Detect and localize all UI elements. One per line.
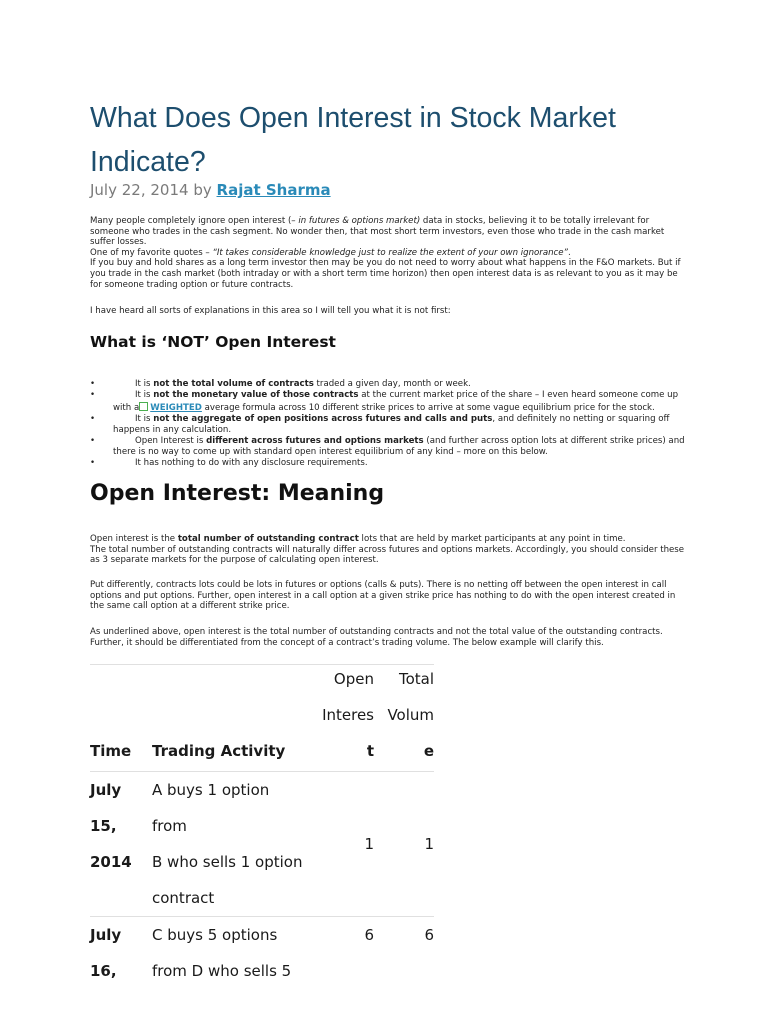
row2-open-interest: 6: [364, 926, 374, 944]
table-row: [90, 772, 434, 917]
row2-activity: C buys 5 options from D who sells 5: [152, 926, 292, 980]
intro-paragraph-2: One of my favorite quotes – “It takes considerable knowledge just to realize the extent of your own ignorance”.: [90, 247, 571, 258]
article-title: [90, 96, 710, 184]
meaning-paragraph-2: Put differently, contracts lots could be lots in futures or options (calls & puts). There is no netting off between the open interest in call options and put options. Further, open interest in a call option at a given strike price has nothing to do with the open interest created in the same call option at a different strike price.: [90, 580, 676, 612]
header-total-volume-l3: e: [423, 742, 434, 760]
external-link-icon: [139, 402, 148, 411]
intro-paragraph-4: I have heard all sorts of explanations in this area so I will tell you what it is not first:: [90, 306, 451, 316]
row2-time: July 16,: [90, 926, 122, 980]
article-title-line2: Indicate?: [90, 146, 206, 178]
header-total-volume-l1: Total: [398, 670, 434, 688]
header-time: Time: [90, 742, 132, 760]
example-table: [90, 664, 434, 989]
row2-total-volume: 6: [424, 926, 434, 944]
table-row: [90, 917, 434, 990]
not-list: [90, 379, 686, 469]
meaning-paragraph-1: Open interest is the total number of outstanding contract lots that are held by market participants at any point in time. The total number of outstanding contracts will naturally differ across futures and options markets. Accordingly, you should consider these as 3 separate markets for the purpose of calculating open interest.: [90, 534, 685, 566]
row1-open-interest: 1: [364, 835, 374, 853]
list-item: • It is not the aggregate of open positions across futures and calls and puts, and definitely no netting or squaring off happens in any calculation.: [90, 414, 686, 436]
not-heading: What is ‘NOT’ Open Interest: [90, 333, 336, 351]
weighted-link[interactable]: WEIGHTED: [150, 403, 202, 413]
row1-total-volume: 1: [424, 835, 434, 853]
intro-paragraph-1: Many people completely ignore open interest (– in futures & options market) data in stocks, believing it to be totally irrelevant for someone who trades in the cash segment. No wonder then, that most short term investors, even those who trade in the cash market suffer losses.: [90, 216, 665, 248]
list-item: • It is not the monetary value of those contracts at the current market price of the share – I even heard someone come up with a WEIGHTED average formula across 10 different strike prices to arrive at some vague equilibrium price for the stock.: [90, 390, 686, 414]
header-open-interest-l1: Open: [333, 670, 374, 688]
header-open-interest-l2: Interes: [322, 706, 374, 724]
intro-block: [90, 216, 686, 290]
header-total-volume-l2: Volum: [387, 706, 434, 724]
intro-paragraph-3: If you buy and hold shares as a long term investor then may be you do not need to worry about what happens in the F&O markets. But if you trade in the cash market (both intraday or with a short term time horizon) then open interest data is as relevant to you as it may be for someone trading option or future contracts.: [90, 258, 681, 290]
row1-time: July 15, 2014: [90, 781, 132, 871]
header-trading-activity: Trading Activity: [152, 742, 286, 760]
meaning-paragraph-3: As underlined above, open interest is the total number of outstanding contracts and not the total value of the outstanding contracts. Further, it should be differentiated from the concept of a contract’s trading volume. The below example will clarify this.: [90, 627, 663, 648]
author-link[interactable]: Rajat Sharma: [216, 181, 331, 199]
meaning-heading: Open Interest: Meaning: [90, 481, 385, 506]
article-title-line1: What Does Open Interest in Stock Market: [90, 102, 616, 134]
row1-activity: A buys 1 option from B who sells 1 option contract: [152, 781, 303, 907]
post-date: July 22, 2014: [90, 181, 189, 199]
table-header-row: [90, 665, 434, 702]
list-item: • It has nothing to do with any disclosure requirements.: [90, 458, 686, 469]
byline-by: by: [193, 181, 212, 199]
list-item: • Open Interest is different across futures and options markets (and further across option lots at different strike prices) and there is no way to come up with standard open interest equilibrium of any kind – more on this below.: [90, 436, 686, 458]
header-open-interest-l3: t: [366, 742, 374, 760]
byline: [90, 181, 331, 199]
list-item: • It is not the total volume of contracts traded a given day, month or week.: [90, 379, 686, 390]
